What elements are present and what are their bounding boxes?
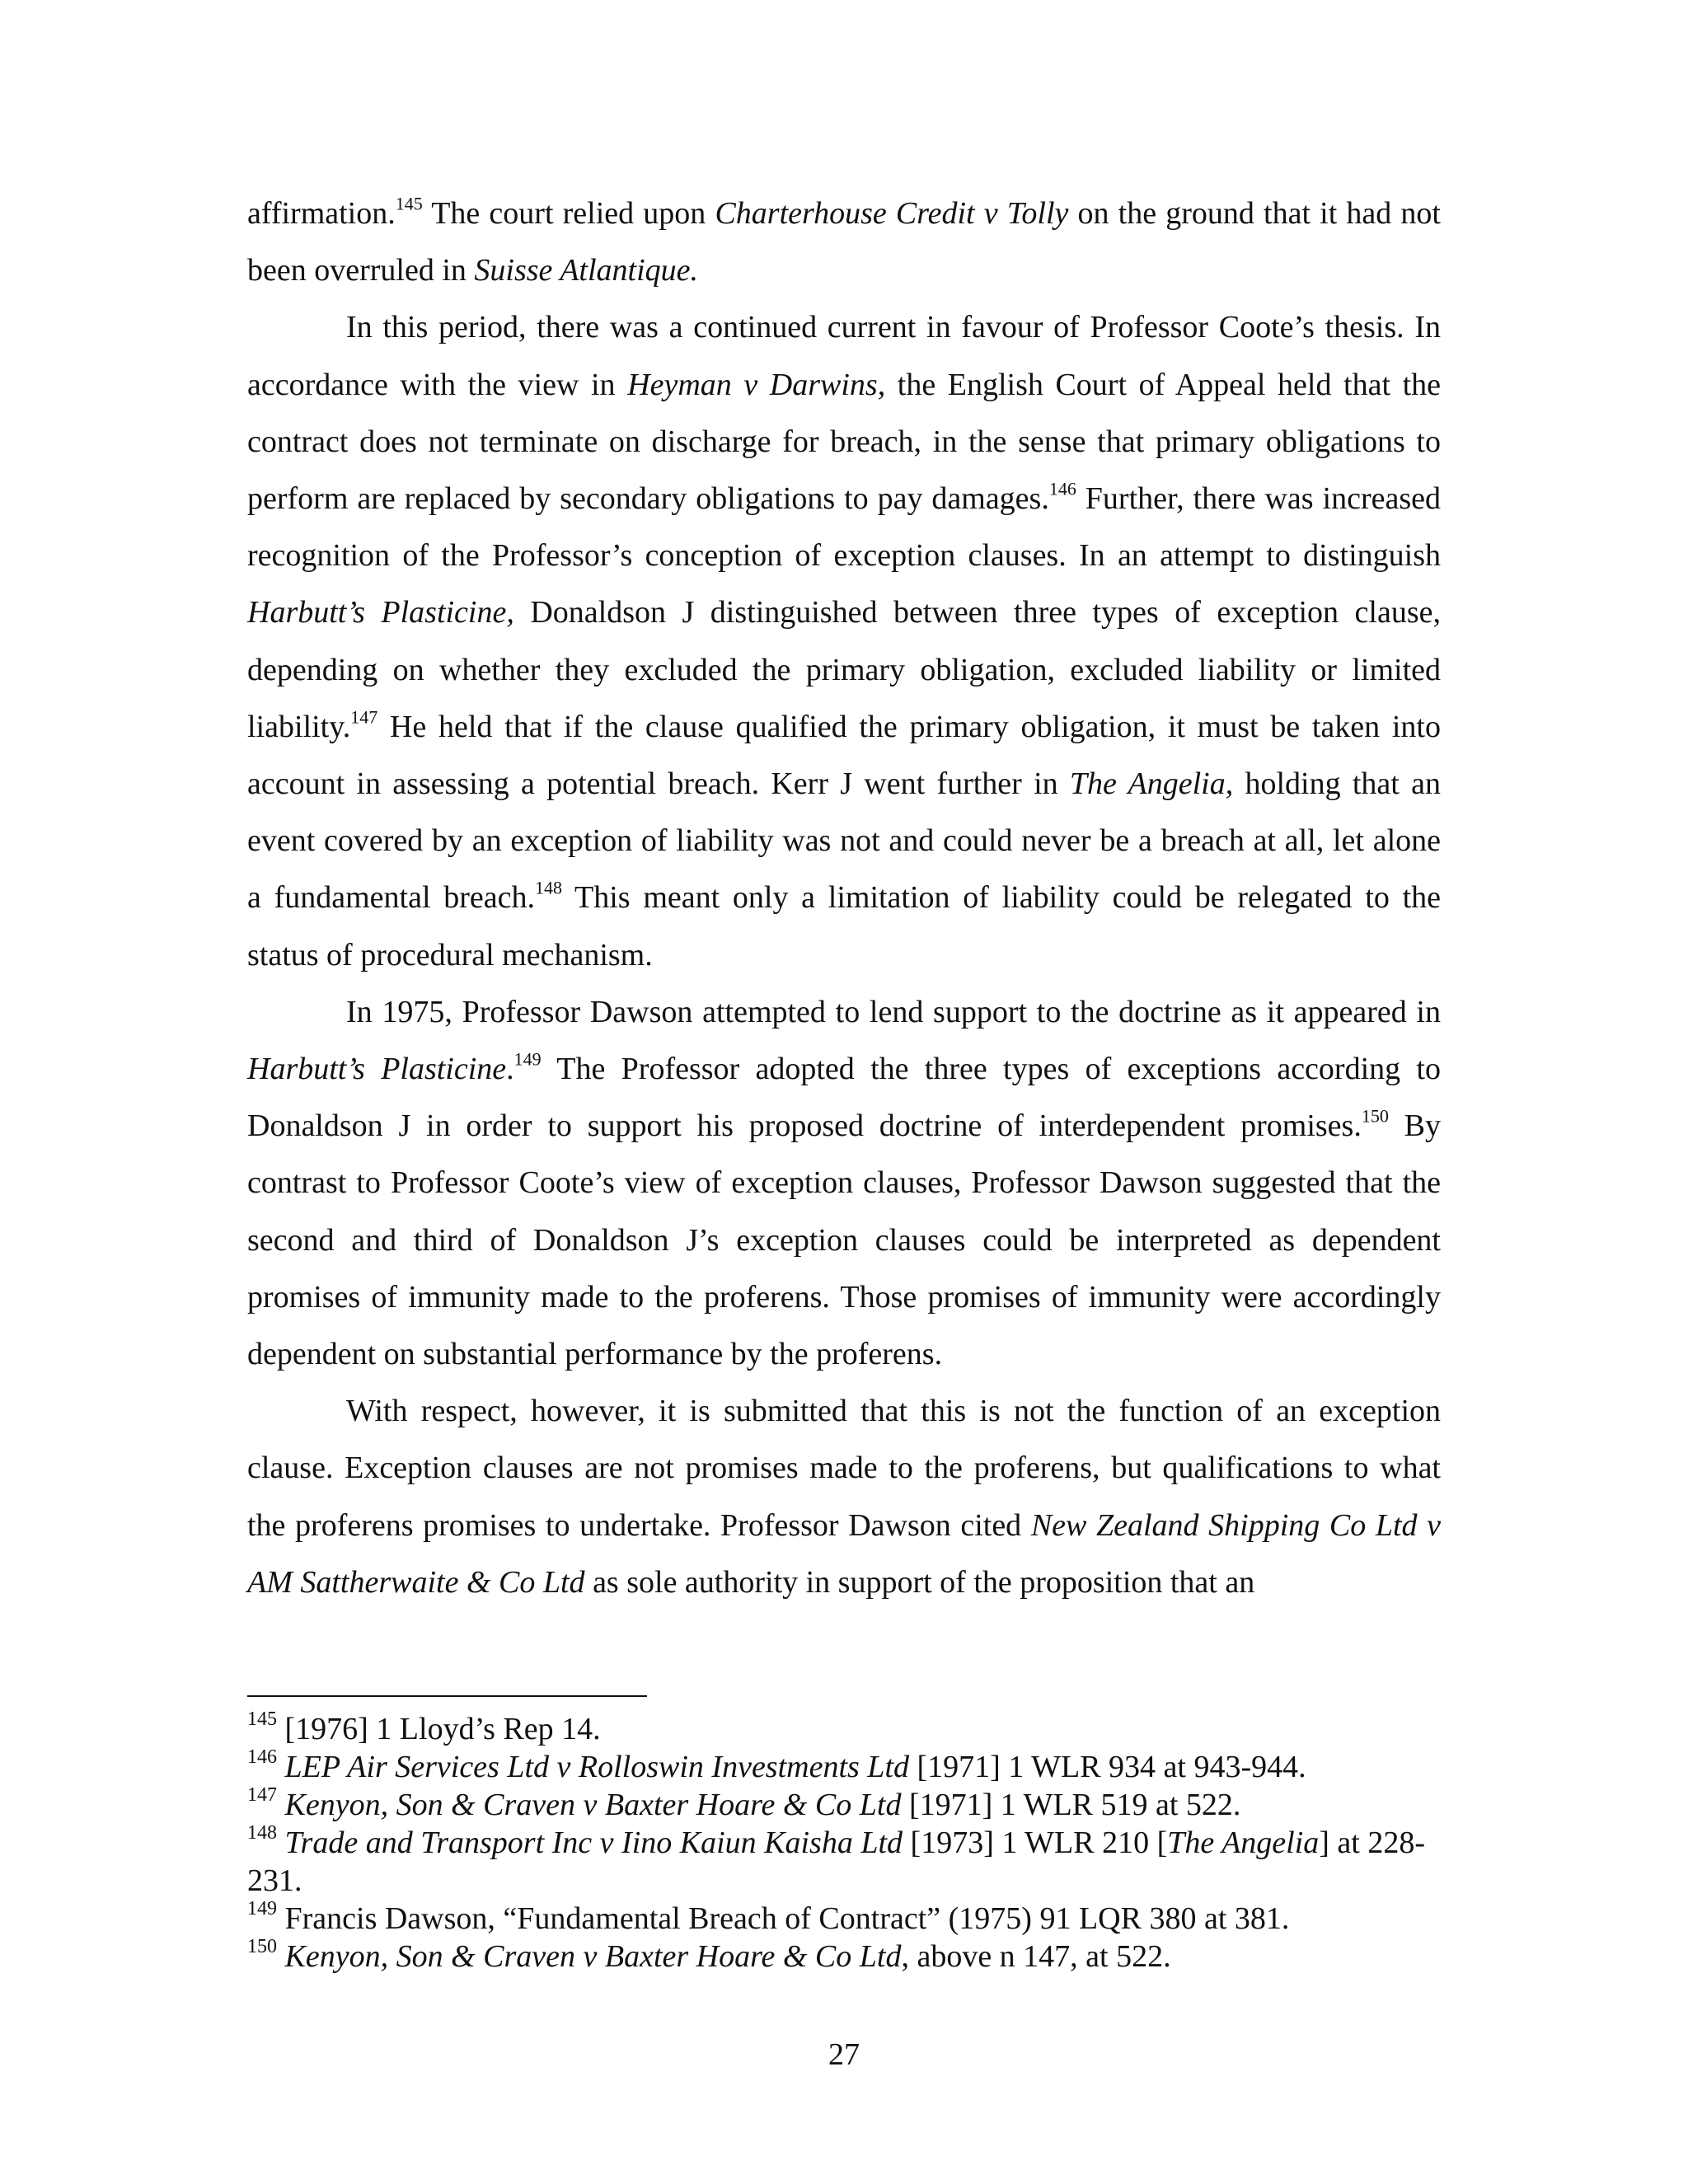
text-run: Francis Dawson, “Fundamental Breach of Contract” (1975) 91 LQR 380 at 381. — [277, 1901, 1290, 1936]
footnote-reference: 145 — [395, 193, 423, 214]
text-run: [1976] 1 Lloyd’s Rep 14. — [277, 1712, 601, 1746]
footnotes — [247, 1710, 1441, 1975]
text-run: [1973] 1 WLR 210 [ — [903, 1825, 1168, 1860]
footnote-reference: 149 — [513, 1048, 542, 1070]
text-run: He held that if the clause qualified the primary obligation, it must be taken into account in assessing a potential breach. Kerr J went further in — [247, 709, 1441, 802]
case-citation: Harbutt’s Plasticine — [247, 1052, 507, 1087]
footnote — [247, 1786, 1441, 1824]
case-citation: Charterhouse Credit v Tolly — [715, 196, 1069, 231]
case-citation: New Zealand Shipping Co Ltd v AM Sattherwaite & Co Ltd — [247, 1507, 1441, 1600]
footnote-number: 148 — [247, 1822, 277, 1844]
footnote-number: 145 — [247, 1708, 277, 1731]
text-run: as sole authority in support of the proposition that an — [584, 1564, 1255, 1600]
text-run — [277, 1750, 285, 1784]
footnote-number: 147 — [247, 1784, 277, 1807]
body-paragraph — [247, 299, 1441, 983]
footnote-reference: 147 — [350, 706, 378, 728]
case-citation: Harbutt’s Plasticine, — [247, 595, 514, 630]
footnote-number: 146 — [247, 1746, 277, 1769]
footnote — [247, 1748, 1441, 1786]
case-citation: Kenyon, Son & Craven v Baxter Hoare & Co Ltd — [284, 1788, 902, 1822]
case-citation: LEP Air Services Ltd v Rolloswin Investments Ltd — [284, 1750, 909, 1784]
text-run: This meant only a limitation of liability could be relegated to the status of procedural mechanism. — [247, 880, 1441, 972]
text-run: ] at 228-231. — [247, 1825, 1425, 1898]
case-citation: The Angelia, — [1069, 766, 1234, 802]
body-paragraph — [247, 984, 1441, 1383]
text-run: holding that an event covered by an exception of liability was not and could never be a breach at all, let alone a fundamental breach. — [247, 766, 1441, 916]
text-run — [277, 1825, 285, 1860]
footnote-separator — [247, 1695, 647, 1697]
body-text — [247, 185, 1441, 1611]
text-run: . — [506, 1052, 514, 1087]
case-citation: Suisse Atlantique. — [474, 253, 699, 288]
body-paragraph — [247, 1383, 1441, 1611]
text-run: , above n 147, at 522. — [901, 1939, 1171, 1974]
footnote — [247, 1824, 1441, 1900]
text-run: The court relied upon — [422, 196, 715, 231]
text-run: Further, there was increased recognition of the Professor’s conception of exception clauses. In an attempt to distinguish — [247, 481, 1441, 574]
footnote-number: 150 — [247, 1936, 277, 1958]
text-run: the English Court of Appeal held that the contract does not terminate on discharge for breach, in the sense that primary obligations to perform are replaced by secondary obligations to pay damages. — [247, 367, 1442, 517]
footnote — [247, 1938, 1441, 1975]
text-run: With respect, however, it is submitted that this is not the function of an exception clause. Exception clauses are not promises made to the proferens, but qualifications to what the proferens promises to undertake. Professor Dawson cited — [247, 1394, 1441, 1543]
body-paragraph — [247, 185, 1441, 299]
case-citation: Heyman v Darwins, — [627, 367, 886, 402]
case-citation: Kenyon, Son & Craven v Baxter Hoare & Co Ltd — [284, 1939, 902, 1974]
case-citation: The Angelia — [1167, 1825, 1320, 1860]
footnote — [247, 1710, 1441, 1748]
text-run: on the ground that it had not been overruled in — [247, 196, 1441, 288]
text-run: [1971] 1 WLR 934 at 943-944. — [909, 1750, 1306, 1784]
footnote-reference: 148 — [535, 877, 562, 898]
text-run — [277, 1788, 285, 1822]
footnote — [247, 1900, 1441, 1938]
text-run: Donaldson J distinguished between three types of exception clause, depending on whether they excluded the primary obligation, excluded liability or limited liability. — [247, 595, 1441, 744]
footnote-number: 149 — [247, 1898, 277, 1920]
text-run — [277, 1939, 285, 1974]
text-run: [1971] 1 WLR 519 at 522. — [901, 1788, 1241, 1822]
case-citation: Trade and Transport Inc v Iino Kaiun Kaisha Ltd — [284, 1825, 903, 1860]
text-run: The Professor adopted the three types of exceptions according to Donaldson J in order to support his proposed doctrine of interdependent promises. — [247, 1052, 1441, 1144]
text-run: affirmation. — [247, 196, 396, 231]
text-run: In 1975, Professor Dawson attempted to lend support to the doctrine as it appeared in — [346, 994, 1441, 1029]
text-run: In this period, there was a continued current in favour of Professor Coote’s thesis. In accordance with the view in — [247, 310, 1441, 402]
footnote-reference: 150 — [1361, 1105, 1389, 1127]
page-number: 27 — [828, 2037, 860, 2072]
footnote-reference: 146 — [1048, 478, 1076, 499]
text-run: By contrast to Professor Coote’s view of exception clauses, Professor Dawson suggested that the second and third of Donaldson J’s exception clauses could be interpreted as dependent promises of immunity made to the proferens. Those promises of immunity were accordingly dependent on substantial performance by the proferens. — [247, 1108, 1441, 1372]
